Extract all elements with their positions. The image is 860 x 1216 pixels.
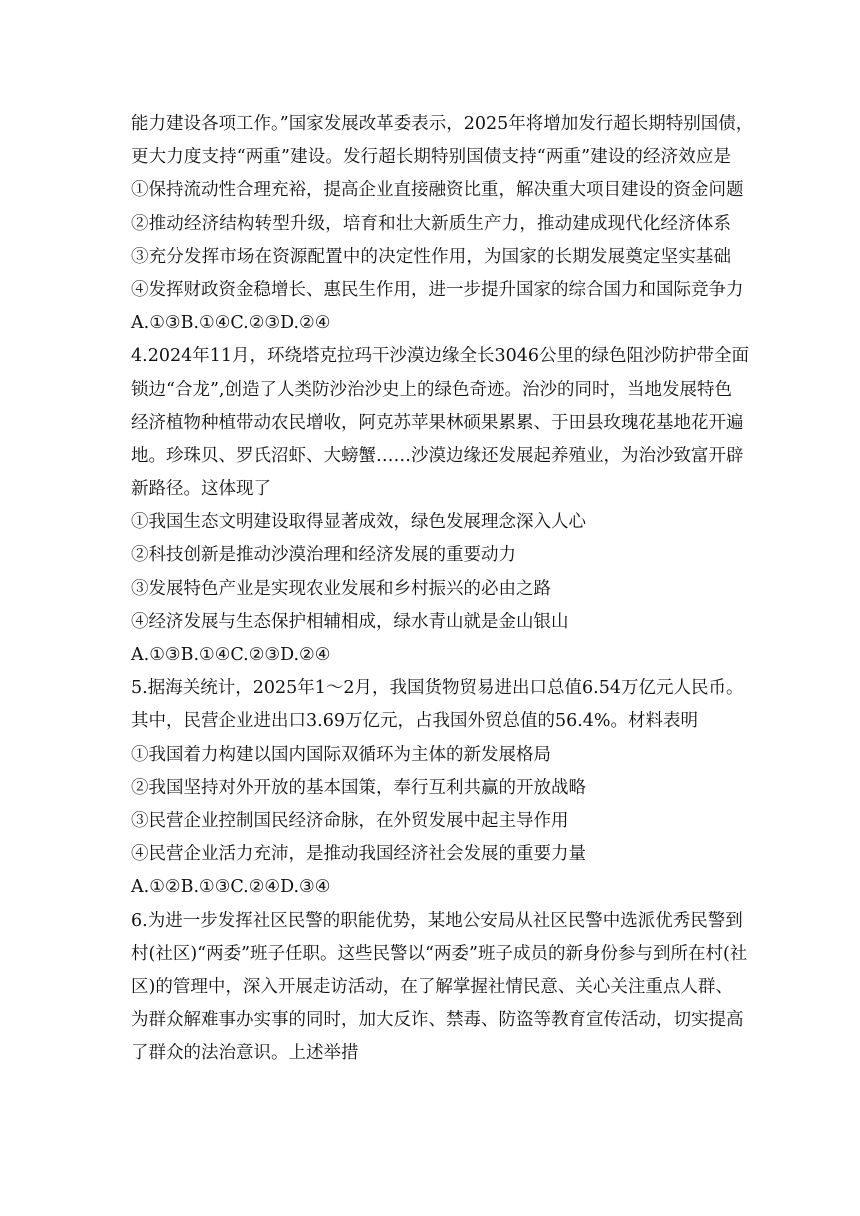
- paragraph-line: 地。珍珠贝、罗氏沼虾、大螃蟹……沙漠边缘还发展起养殖业，为治沙致富开辟: [131, 445, 744, 466]
- paragraph-line: 经济植物种植带动农民增收，阿克苏苹果林硕果累累、于田县玫瑰花基地花开遍: [131, 412, 744, 433]
- document-body: [131, 108, 754, 1070]
- paragraph-line: 了群众的法治意识。上述举措: [131, 1043, 359, 1064]
- option-1: ①保持流动性合理充裕，提高企业直接融资比重，解决重大项目建设的资金问题: [131, 180, 744, 201]
- option-4: ④民营企业活力充沛，是推动我国经济社会发展的重要力量: [131, 844, 586, 865]
- paragraph-line: 村(社区)“两委”班子任职。这些民警以“两委”班子成员的新身份参与到所在村(社: [131, 943, 748, 964]
- option-3: ③充分发挥市场在资源配置中的决定性作用，为国家的长期发展奠定坚实基础: [131, 246, 731, 267]
- paragraph-line: 其中，民营企业进出口3.69万亿元，占我国外贸总值的56.4%。材料表明: [131, 711, 699, 732]
- option-4: ④经济发展与生态保护相辅相成，绿水青山就是金山银山: [131, 611, 569, 632]
- option-4: ④发挥财政资金稳增长、惠民生作用，进一步提升国家的综合国力和国际竞争力: [131, 279, 744, 300]
- paragraph-line: 更大力度支持“两重”建设。发行超长期特别国债支持“两重”建设的经济效应是: [131, 147, 731, 168]
- paragraph-line: 6.为进一步发挥社区民警的职能优势，某地公安局从社区民警中选派优秀民警到: [131, 910, 743, 931]
- option-2: ②推动经济结构转型升级，培育和壮大新质生产力，推动建成现代化经济体系: [131, 213, 731, 234]
- paragraph-line: 能力建设各项工作。”国家发展改革委表示，2025年将增加发行超长期特别国债，: [131, 114, 754, 134]
- option-3: ③发展特色产业是实现农业发展和乡村振兴的必由之路: [131, 578, 551, 599]
- paragraph-line: 区)的管理中，深入开展走访活动，在了解掌握社情民意、关心关注重点人群、: [131, 976, 733, 997]
- question-3-tail: [131, 108, 754, 340]
- option-2: ②科技创新是推动沙漠治理和经济发展的重要动力: [131, 545, 516, 566]
- answer-choices: A.①③B.①④C.②③D.②④: [131, 645, 331, 665]
- paragraph-line: 5.据海关统计，2025年1～2月，我国货物贸易进出口总值6.54万亿元人民币。: [131, 678, 744, 699]
- answer-choices: A.①②B.①③C.②④D.③④: [131, 877, 331, 898]
- paragraph-line: 4.2024年11月，环绕塔克拉玛干沙漠边缘全长3046公里的绿色阻沙防护带全面: [131, 346, 750, 367]
- question-6: [131, 905, 748, 1071]
- answer-choices: A.①③B.①④C.②③D.②④: [131, 313, 331, 334]
- option-1: ①我国着力构建以国内国际双循环为主体的新发展格局: [131, 744, 551, 765]
- paragraph-line: 为群众解难事办实事的同时，加大反诈、禁毒、防盗等教育宣传活动，切实提高: [131, 1010, 744, 1031]
- option-3: ③民营企业控制国民经济命脉，在外贸发展中起主导作用: [131, 810, 569, 831]
- question-4: [131, 340, 750, 672]
- option-2: ②我国坚持对外开放的基本国策，奉行互利共赢的开放战略: [131, 777, 586, 798]
- paragraph-line: 新路径。这体现了: [131, 479, 271, 500]
- question-5: [131, 672, 744, 904]
- option-1: ①我国生态文明建设取得显著成效，绿色发展理念深入人心: [131, 512, 586, 533]
- paragraph-line: 锁边“合龙”,创造了人类防沙治沙史上的绿色奇迹。治沙的同时，当地发展特色: [131, 379, 732, 400]
